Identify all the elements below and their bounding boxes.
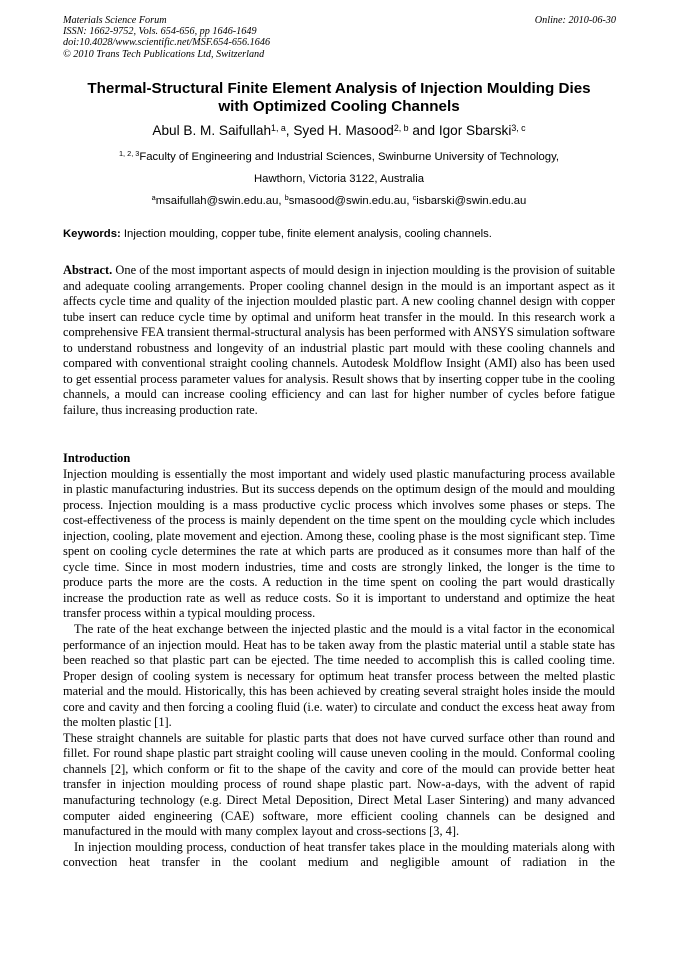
email-separator: , (406, 195, 413, 207)
intro-paragraph-2: The rate of the heat exchange between the injected plastic and the mould is a vital factor in the economical performance of an injection mould. Heat has to be taken away from the plastic material until a stable state has been reached so that plastic part can be ejected. The time needed to accomplish this is called cooling time. Proper design of cooling system is necessary for optimum heat transfer process between the melted plastic material and the mould. Historically, this has been achieved by creating several straight holes inside the mould core and cavity and then forcing a cooling fluid (i.e. water) to circulate and conduct the excess heat away from the molten plastic [1]. (63, 622, 615, 730)
affiliation-line-1 (40, 150, 638, 164)
title-line-1: Thermal-Structural Finite Element Analysis of Injection Moulding Dies (87, 80, 591, 97)
abstract-text: One of the most important aspects of mould design in injection moulding is the provision of suitable and adequate cooling arrangements. Proper cooling channel design in the mould is an important aspect as it affects cycle time and quality of the injection moulded plastic part. A new cooling channel design with copper tube insert can reduce cycle time by optimal and uniform heat transfer in the mould. In this research work a comprehensive FEA transient thermal-structural analysis has been performed with ANSYS simulation software to understand robustness and longevity of an industrial plastic part mould with these cooling channels and compared with conventional straight cooling channels. Autodesk Moldflow Insight (AMI) also has been used to get essential process parameter values for analysis. Result shows that by inserting copper tube in the cooling channels, a mould can increase cooling efficiency and can last for higher number of cycles before fatigue failure, thus increasing production rate. (63, 263, 615, 417)
email-address[interactable]: smasood@swin.edu.au (288, 195, 407, 207)
email-superscript: b (284, 193, 289, 203)
affiliation-text-1: Faculty of Engineering and Industrial Sciences, Swinburne University of Technology, (139, 151, 560, 163)
journal-name: Materials Science Forum (63, 15, 167, 26)
abstract-paragraph (63, 263, 615, 418)
email-address[interactable]: msaifullah@swin.edu.au (155, 195, 279, 207)
journal-doi[interactable]: doi:10.4028/www.scientific.net/MSF.654-656.1646 (63, 37, 271, 49)
email-address[interactable]: isbarski@swin.edu.au (416, 195, 527, 207)
abstract-label: Abstract. (63, 263, 113, 277)
author-superscript: 1, a (271, 122, 286, 133)
journal-copyright: © 2010 Trans Tech Publications Ltd, Switzerland (63, 48, 265, 60)
keywords-text: Injection moulding, copper tube, finite element analysis, cooling channels. (120, 228, 492, 240)
section-heading: Introduction (63, 451, 131, 465)
author-name: Abul B. M. Saifullah (152, 123, 272, 138)
intro-paragraph-3: These straight channels are suitable for plastic parts that does not have curved surface other than round and fillet. For round shape plastic part straight cooling will cause uneven cooling in the mould. Conformal cooling channels [2], which conform or fit to the shape of the cavity and core of the mould can provide better heat transfer in injection moulding process of round shape plastic part. Now-a-days, with the advent of rapid manufacturing technology (e.g. Direct Metal Deposition, Direct Metal Laser Sintering) and many advanced computer aided engineering (CAE) software, more efficient cooling channels can be designed and manufactured in the mould with many complex layout and cross-sections [3, 4]. (63, 730, 615, 839)
email-superscript: c (412, 193, 417, 203)
author-list (40, 123, 638, 139)
journal-issn: ISSN: 1662-9752, Vols. 654-656, pp 1646-1649 (63, 26, 257, 38)
online-date: Online: 2010-06-30 (534, 15, 616, 26)
author-separator: and (408, 123, 439, 138)
author-superscript: 3, c (511, 122, 526, 133)
affiliation-line-2: Hawthorn, Victoria 3122, Australia (254, 173, 424, 185)
introduction-section (63, 451, 615, 871)
author-superscript: 2, b (393, 122, 409, 133)
email-separator: , (278, 195, 285, 207)
journal-info (63, 15, 270, 60)
abstract (63, 263, 615, 418)
affiliation-superscript: 1, 2, 3 (118, 149, 140, 159)
keywords-label: Keywords: (63, 228, 121, 240)
author-name: Igor Sbarski (438, 123, 512, 138)
author-separator: , (285, 123, 294, 138)
title-line-2: with Optimized Cooling Channels (218, 98, 460, 115)
intro-paragraph-4: In injection moulding process, conduction of heat transfer takes place in the moulding materials along with convection heat transfer in the coolant medium and negligible amount of radiation in the (63, 839, 615, 870)
email-list (40, 194, 638, 208)
keywords (63, 227, 492, 241)
email-superscript: a (151, 193, 156, 203)
paper-title (40, 80, 638, 116)
intro-paragraph-1: Injection moulding is essentially the most important and widely used plastic manufacturing process available in plastic manufacturing industries. But its success depends on the optimum design of the mould and moulding process. Injection moulding is a mass productive cyclic process which involves some phases or steps. The cost-effectiveness of the process is mainly dependent on the time spent on the moulding cycle which includes injection, cooling, plate movement and ejection. Among these, cooling phase is the most significant step. Time spent on cooling cycle determines the rate at which parts are produced as it consumes more than half of the cycle time. Since in most modern industries, time and costs are strongly linked, the longer is the time to produce parts the more are the costs. A reduction in the time spent on cooling the part would drastically increase the production rate as well as reduce costs. So it is important to understand and optimize the heat transfer process within a typical moulding process. (63, 466, 615, 621)
author-name: Syed H. Masood (293, 123, 394, 138)
